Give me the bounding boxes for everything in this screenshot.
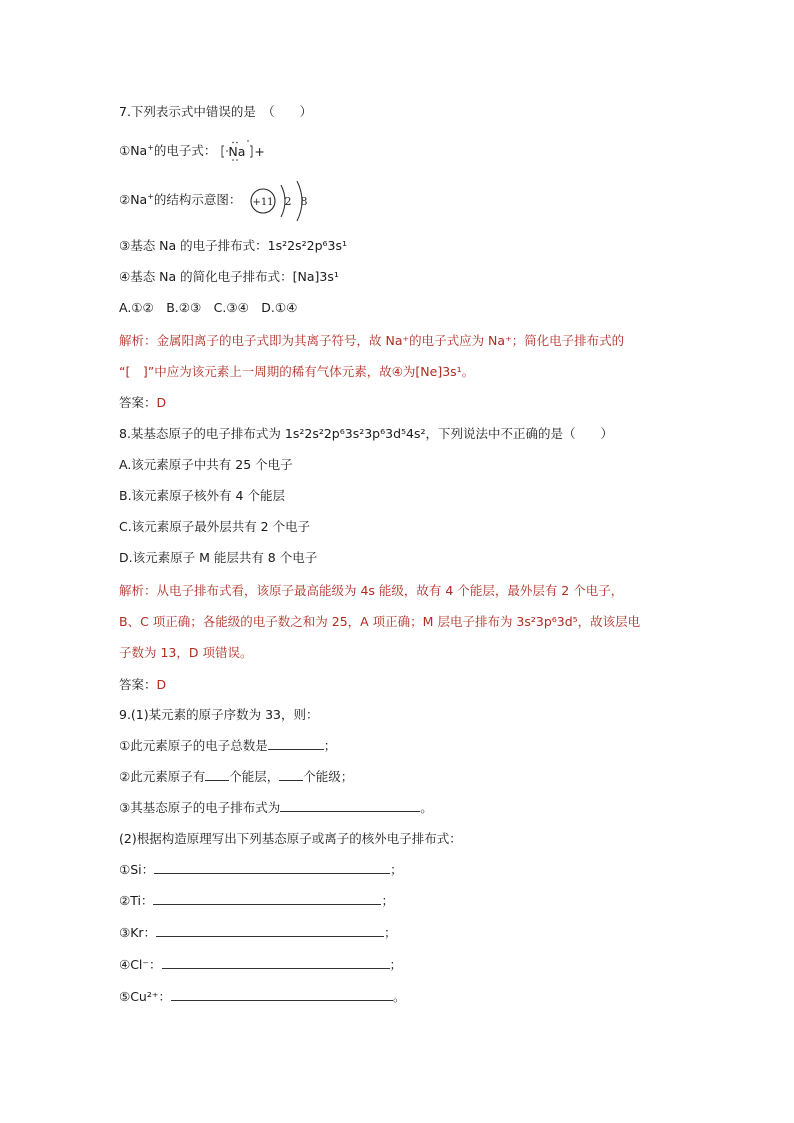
answer-blank[interactable] xyxy=(205,769,229,781)
q7-item1 xyxy=(119,143,264,160)
q9-p1-b-mid: 个能层， xyxy=(229,769,280,784)
atomic-structure-diagram xyxy=(249,180,319,222)
q7-analysis-text1: 解析：金属阳离子的电子式即为其离子符号，故 Na⁺的电子式应为 Na⁺；简化电子排布式的 xyxy=(119,333,625,348)
q9-ti-semi: ； xyxy=(381,893,394,908)
q7-item3-label: ③基态 Na 的电子排布式： xyxy=(119,238,268,253)
q8-answer xyxy=(119,677,166,693)
q8-analysis-line3: 子数为 13，D 项错误。 xyxy=(119,645,253,660)
q9-p1-c-prefix: ③其基态原子的电子排布式为 xyxy=(119,800,281,815)
q9-p1-c-suffix: 。 xyxy=(420,800,433,815)
q8-analysis-line1: 解析：从电子排布式看，该原子最高能级为 4s 能级，故有 4 个能层，最外层有 2 个电子， xyxy=(119,583,624,598)
q7-item2-sup: + xyxy=(147,192,154,201)
q8-option-d: D.该元素原子 M 能层共有 8 个电子 xyxy=(119,550,318,565)
q9-si xyxy=(119,862,403,878)
answer-blank[interactable] xyxy=(154,862,390,874)
q7-analysis-line1 xyxy=(119,333,624,349)
shell1-electrons: 2 xyxy=(284,195,292,208)
q8-option-c: C.该元素原子最外层共有 2 个电子 xyxy=(119,519,311,534)
q9-cl-label: ④Cl⁻： xyxy=(119,957,162,972)
q8-answer-value: D xyxy=(156,677,167,692)
q9-si-semi: ； xyxy=(390,862,403,877)
dot-formula-symbol: Na xyxy=(228,143,246,159)
q9-kr-semi: ； xyxy=(384,925,397,940)
q7-item3 xyxy=(119,238,347,254)
q7-options: A.①② B.②③ C.③④ D.①④ xyxy=(119,300,298,315)
q8-option-b: B.该元素原子核外有 4 个能层 xyxy=(119,488,285,503)
q7-item2-suffix: 的结构示意图： xyxy=(153,192,242,207)
q8-answer-label: 答案： xyxy=(119,677,157,692)
q9-cl-semi: ； xyxy=(389,957,403,972)
q9-cu xyxy=(119,989,405,1005)
answer-blank[interactable] xyxy=(268,738,324,750)
q9-cu-period: 。 xyxy=(392,989,406,1004)
q9-kr-label: ③Kr： xyxy=(119,925,157,940)
q7-item3-config: 1s²2s²2p⁶3s¹ xyxy=(267,238,347,253)
q9-si-label: ①Si： xyxy=(119,862,155,877)
q7-item1-prefix: ①Na xyxy=(119,143,148,158)
q9-p1-a xyxy=(119,738,336,754)
q7-item1-sup: + xyxy=(147,143,154,152)
q7-item2 xyxy=(119,192,241,208)
q9-p1-b xyxy=(119,769,353,785)
answer-blank[interactable] xyxy=(153,893,381,905)
q7-item2-prefix: ②Na xyxy=(119,192,148,207)
q7-stem: 7.下列表示式中错误的是 （ ） xyxy=(119,104,313,119)
q7-answer-value: D xyxy=(156,395,167,410)
q9-p1-a-suffix: ； xyxy=(323,738,337,753)
q9-p1-b-suffix: 个能级； xyxy=(303,769,354,784)
q7-item4-config: [Na]3s¹ xyxy=(292,269,339,284)
answer-blank[interactable] xyxy=(171,989,393,1001)
q7-answer xyxy=(119,395,166,411)
q7-item4 xyxy=(119,269,339,285)
shell2-electrons: 8 xyxy=(300,195,308,208)
q9-ti xyxy=(119,893,394,909)
q7-item1-suffix: 的电子式： xyxy=(153,143,217,158)
q9-p1-b-prefix: ②此元素原子有 xyxy=(119,769,206,784)
q9-cl xyxy=(119,957,402,973)
q9-p1-c xyxy=(119,800,433,816)
q9-part1-stem: 9.(1)某元素的原子序数为 33，则： xyxy=(119,707,319,722)
q9-part2-stem: (2)根据构造原理写出下列基态原子或离子的核外电子排布式： xyxy=(119,831,462,846)
q8-stem: 8.某基态原子的电子排布式为 1s²2s²2p⁶3s²3p⁶3d⁵4s²，下列说法中不正确的是（ ） xyxy=(119,426,614,441)
q9-p1-a-prefix: ①此元素原子的电子总数是 xyxy=(119,738,268,753)
q9-kr xyxy=(119,925,397,941)
q9-ti-label: ②Ti： xyxy=(119,893,154,908)
answer-blank[interactable] xyxy=(156,925,384,937)
q7-item4-label: ④基态 Na 的简化电子排布式： xyxy=(119,269,293,284)
q8-option-a: A.该元素原子中共有 25 个电子 xyxy=(119,457,293,472)
q8-analysis-line2: B、C 项正确；各能级的电子数之和为 25，A 项正确；M 层电子排布为 3s²3p⁶3d⁵，故该层电 xyxy=(119,614,641,629)
q9-cu-label: ⑤Cu²⁺： xyxy=(119,989,171,1004)
answer-blank[interactable] xyxy=(280,800,420,812)
q7-answer-label: 答案： xyxy=(119,395,157,410)
q7-analysis-line2: “[ ]”中应为该元素上一周期的稀有气体元素，故④为[Ne]3s¹。 xyxy=(119,364,475,379)
answer-blank[interactable] xyxy=(162,957,390,969)
electron-dot-formula xyxy=(220,144,264,160)
answer-blank[interactable] xyxy=(279,769,303,781)
dot-formula-charge: + xyxy=(254,143,265,159)
nucleus-charge: +11 xyxy=(252,197,274,208)
